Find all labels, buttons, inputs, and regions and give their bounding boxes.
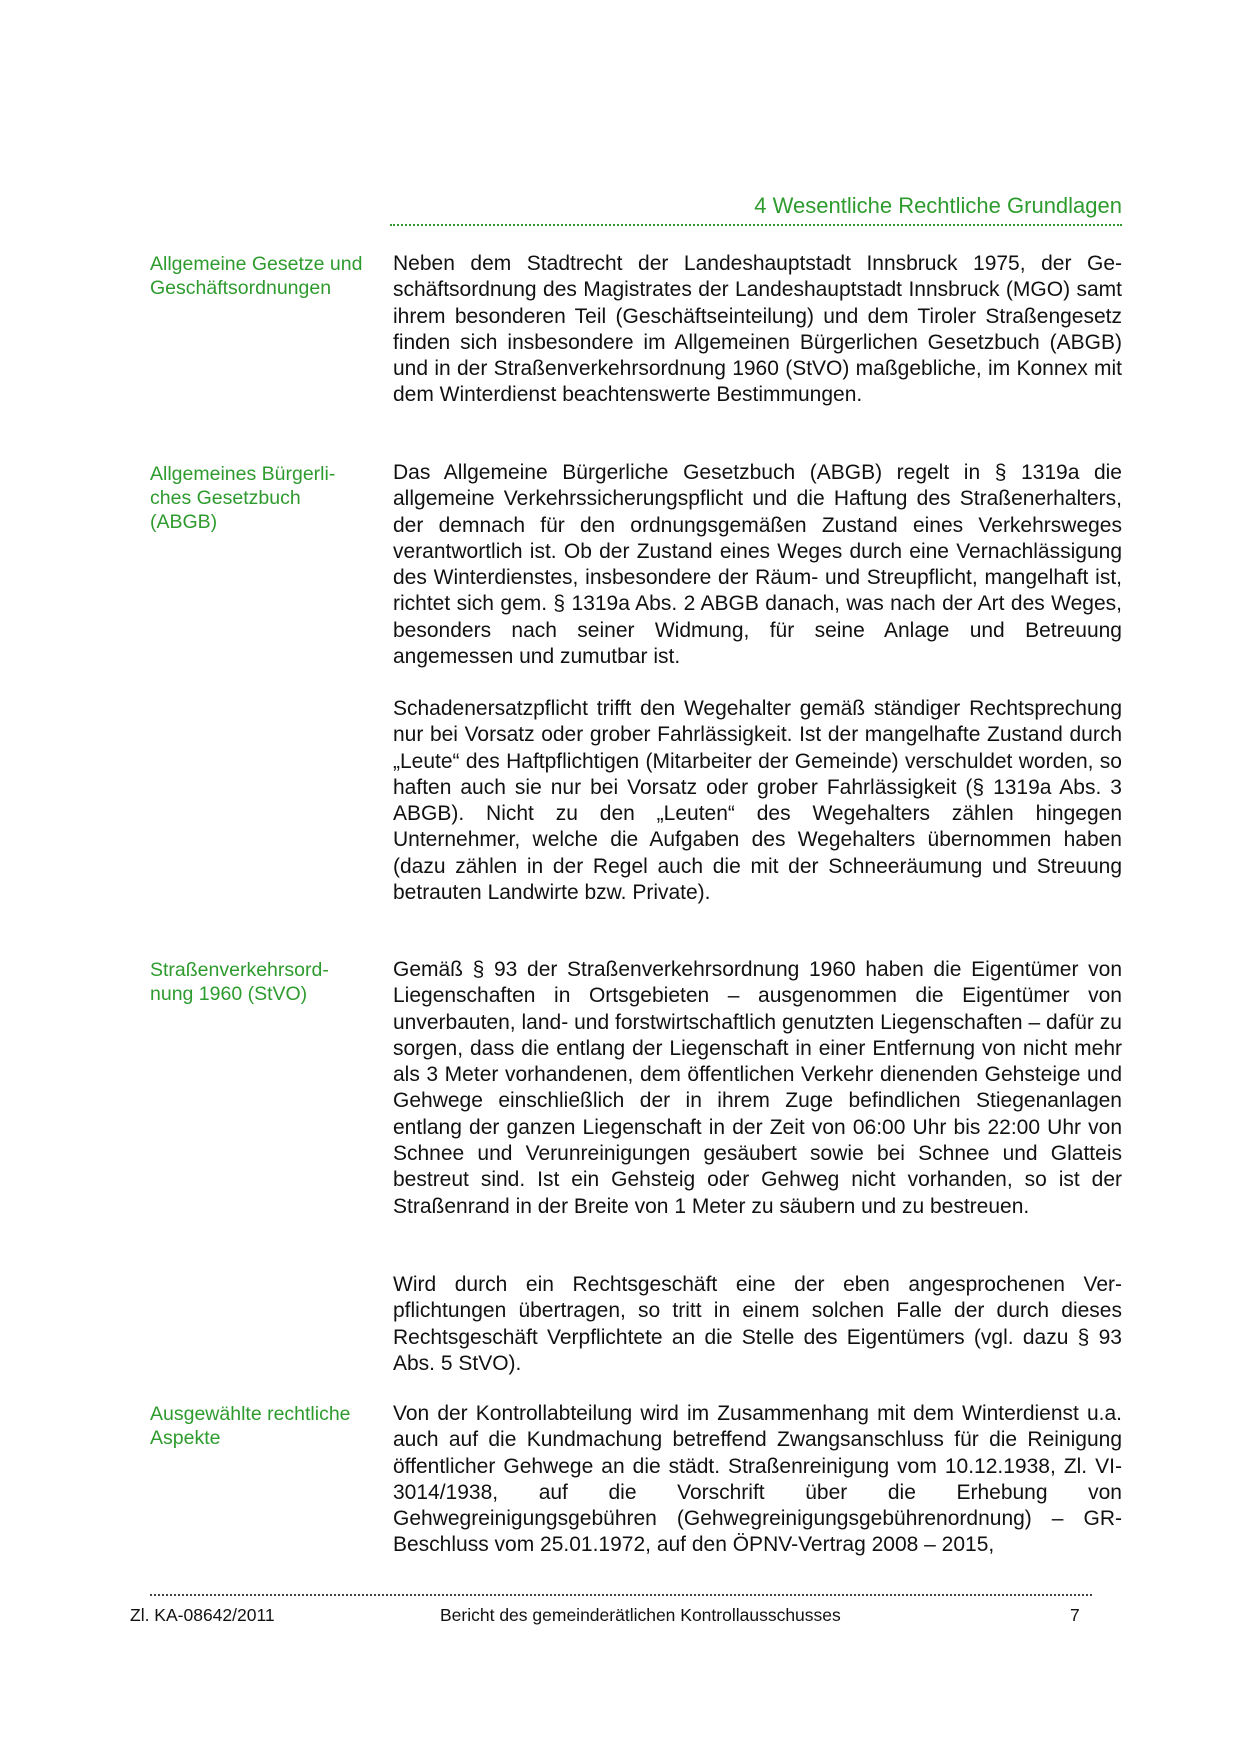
paragraph-stvo-2: Wird durch ein Rechtsgeschäft eine der eben angesprochenen Verpflichtungen übertragen, so tritt in einem solchen Falle der durch dieses Rechtsgeschäft Verpflichtete an die Stelle des Eigentümers (vgl. dazu § 93 Abs. 5 StVO). [393, 1273, 1122, 1375]
footer-page-number: 7 [1070, 1605, 1080, 1625]
page-header-title: 4 Wesentliche Rechtliche Grundlagen [754, 193, 1122, 218]
footer-divider [150, 1594, 1092, 1596]
footer-report-title: Bericht des gemeinderätlichen Kontrollausschusses [440, 1605, 841, 1625]
section-label-abgb: Allgemeines Bürgerli- ches Gesetzbuch (ABGB) [150, 463, 336, 533]
paragraph-stvo-1: Gemäß § 93 der Straßenverkehrsordnung 1960 haben die Eigentümer von Liegenschaften in Ortsgebieten – ausgenommen die Eigentümer von unverbauten, land- und forstwirtschaftlich genutzten Liegenschaften – dafür zu sorgen, dass die entlang der Liegenschaft in einer Entfernung von nicht mehr als 3 Meter vorhandenen, dem öffentlichen Verkehr dienenden Gehsteige und Gehwege einschließlich der in ihrem Zuge befindlichen Stiegenanlagen entlang der ganzen Liegenschaft in der Zeit von 06:00 Uhr bis 22:00 Uhr von Schnee und Verunreinigungen gesäubert sowie bei Schnee und Glatteis bestreut sind. Ist ein Gehsteig oder Gehweg nicht vorhanden, so ist der Straßenrand in der Breite von 1 Meter zu säubern und zu bestreuen. [393, 958, 1122, 1218]
paragraph-abgb-1: Das Allgemeine Bürgerliche Gesetzbuch (ABGB) regelt in § 1319a die allgemeine Verkehrssicherungspflicht und die Haftung des Straßenerhalters, der demnach für den ordnungsgemäßen Zustand eines Verkehrsweges verantwortlich ist. Ob der Zustand eines Weges durch eine Vernachlässigung des Winterdienstes, insbesondere der Räum- und Streupflicht, mangelhaft ist, richtet sich gem. § 1319a Abs. 2 ABGB danach, was nach der Art des Weges, besonders nach seiner Widmung, für seine Anlage und Betreuung angemessen und zumutbar ist. [393, 461, 1122, 669]
header-divider [390, 224, 1122, 226]
paragraph-abgb-2: Schadenersatzpflicht trifft den Wegehalter gemäß ständiger Rechtsprechung nur bei Vorsatz oder grober Fahrlässigkeit. Ist der mangelhafte Zustand durch „Leute“ des Haftpflichtigen (Mitarbeiter der Gemeinde) verschuldet worden, so haften auch sie nur bei Vorsatz oder grober Fahrlässigkeit (§ 1319a Abs. 3 ABGB). Nicht zu den „Leuten“ des Wegehalters zählen hingegen Unternehmer, welche die Aufgaben des Wegehalters übernommen haben (dazu zählen in der Regel auch die mit der Schneeräumung und Streuung betrauten Landwirte bzw. Private). [393, 697, 1122, 905]
section-label-aspects: Ausgewählte rechtliche Aspekte [150, 1403, 351, 1449]
footer-reference: Zl. KA-08642/2011 [130, 1605, 275, 1625]
section-label-general-laws: Allgemeine Gesetze und Geschäftsordnungen [150, 253, 363, 299]
section-label-stvo: Straßenverkehrsord- nung 1960 (StVO) [150, 959, 329, 1005]
paragraph-aspects: Von der Kontrollabteilung wird im Zusammenhang mit dem Winterdienst u.a. auch auf die Kundmachung betreffend Zwangsanschluss für die Reinigung öffentlicher Gehwege an die städt. Straßenreinigung vom 10.12.1938, Zl. VI-3014/1938, auf die Vorschrift über die Erhebung von Gehwegreinigungsgebühren (Gehwegreinigungsgebührenordnung) – GR-Beschluss vom 25.01.1972, auf den ÖPNV-Vertrag 2008 – 2015, [393, 1402, 1122, 1557]
paragraph-general-laws: Neben dem Stadtrecht der Landeshauptstadt Innsbruck 1975, der Geschäftsordnung des Magistrates der Landeshauptstadt Innsbruck (MGO) samt ihrem besonderen Teil (Geschäftseinteilung) und dem Tiroler Straßengesetz finden sich insbesondere im Allgemeinen Bürgerlichen Gesetzbuch (ABGB) und in der Straßenverkehrsordnung 1960 (StVO) maßgebliche, im Konnex mit dem Winterdienst beachtenswerte Bestimmungen. [393, 252, 1122, 407]
